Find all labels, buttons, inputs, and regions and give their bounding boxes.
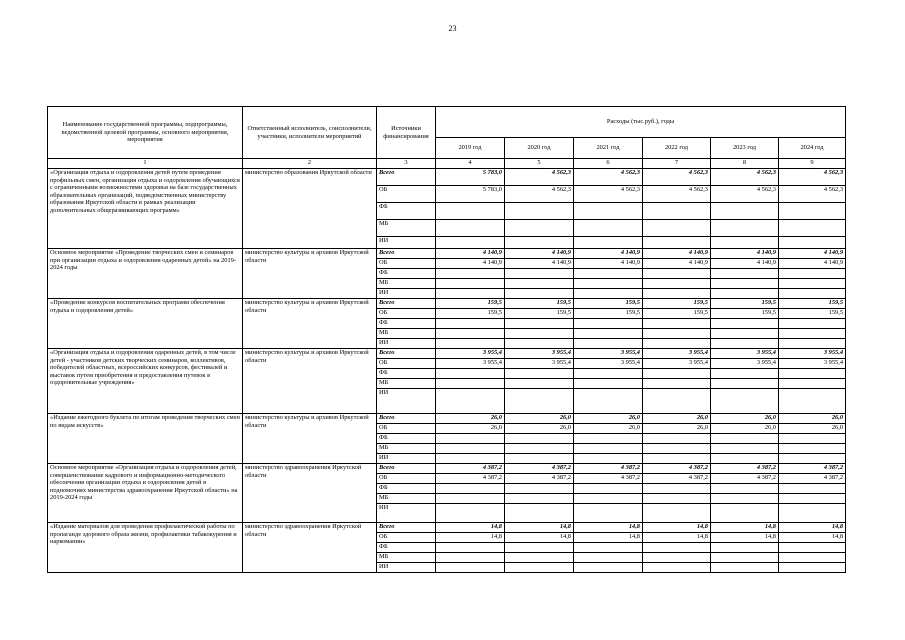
expense-value: 4 140,9 xyxy=(574,249,643,259)
expense-value: 4 562,3 xyxy=(505,169,574,186)
responsible-executor: министерство культуры и архивов Иркутской области xyxy=(243,414,377,464)
expense-value: 14,8 xyxy=(779,533,846,543)
funding-source: ОБ xyxy=(377,259,436,269)
funding-source: ОБ xyxy=(377,309,436,319)
funding-source: ФБ xyxy=(377,319,436,329)
expense-value xyxy=(436,553,505,563)
table-row-total xyxy=(48,464,846,474)
expense-value: 4 387,2 xyxy=(436,464,505,474)
expense-value xyxy=(574,220,643,237)
expense-value: 4 140,9 xyxy=(505,259,574,269)
funding-source: Всего xyxy=(377,414,436,424)
funding-source: ФБ xyxy=(377,369,436,379)
funding-source: Всего xyxy=(377,299,436,309)
expense-value xyxy=(643,494,711,504)
expense-value: 26,0 xyxy=(505,414,574,424)
expense-value xyxy=(711,484,779,494)
funding-source: ИИ xyxy=(377,289,436,299)
expense-value xyxy=(436,504,505,523)
expense-value: 4 140,9 xyxy=(505,249,574,259)
funding-source: ФБ xyxy=(377,543,436,553)
expense-value xyxy=(711,563,779,573)
expense-value xyxy=(643,444,711,454)
expense-value xyxy=(779,329,846,339)
expense-value xyxy=(643,237,711,249)
expense-value: 14,8 xyxy=(779,523,846,533)
expense-value: 159,5 xyxy=(505,299,574,309)
expense-value: 14,8 xyxy=(436,523,505,533)
page-number: 23 xyxy=(448,24,457,33)
expense-value xyxy=(505,379,574,389)
funding-source: ФБ xyxy=(377,203,436,220)
responsible-executor: министерство культуры и архивов Иркутской области xyxy=(243,249,377,299)
expense-value: 26,0 xyxy=(574,414,643,424)
expense-value xyxy=(436,494,505,504)
expense-value xyxy=(711,389,779,414)
expense-value xyxy=(505,434,574,444)
expense-value xyxy=(643,329,711,339)
expense-value xyxy=(505,203,574,220)
expense-value xyxy=(643,454,711,464)
expense-value xyxy=(574,379,643,389)
expense-value: 3 955,4 xyxy=(505,349,574,359)
expense-value xyxy=(779,504,846,523)
expense-value xyxy=(643,389,711,414)
expense-value: 26,0 xyxy=(436,414,505,424)
expense-value xyxy=(779,553,846,563)
expense-value: 159,5 xyxy=(436,309,505,319)
expense-value xyxy=(505,289,574,299)
expense-value xyxy=(643,563,711,573)
expense-value xyxy=(711,339,779,349)
expense-value xyxy=(643,504,711,523)
expense-value xyxy=(505,563,574,573)
expense-value: 4 140,9 xyxy=(711,249,779,259)
expense-value xyxy=(643,379,711,389)
table-row-total xyxy=(48,169,846,186)
expense-value xyxy=(711,319,779,329)
expense-value: 14,8 xyxy=(436,533,505,543)
expense-value xyxy=(711,543,779,553)
expense-value: 4 562,3 xyxy=(711,186,779,203)
expense-value: 3 955,4 xyxy=(574,359,643,369)
funding-source: ОБ xyxy=(377,359,436,369)
expense-value: 26,0 xyxy=(711,414,779,424)
expense-value xyxy=(643,484,711,494)
expense-value: 4 562,3 xyxy=(779,186,846,203)
expense-value xyxy=(505,543,574,553)
expense-value xyxy=(643,339,711,349)
activity-name: Основное мероприятие «Организация отдыха и оздоровления детей, совершенствование кадрового и информационно-методического обеспечения организации отдыха и оздоровления детей в подномочиях министерства здравоохранения Иркутской области» на 2019-2024 годы xyxy=(48,464,243,523)
expense-value: 5 783,0 xyxy=(436,186,505,203)
expense-value: 26,0 xyxy=(436,424,505,434)
expense-value: 14,8 xyxy=(643,533,711,543)
column-number: 6 xyxy=(574,159,643,169)
expense-value: 3 955,4 xyxy=(643,349,711,359)
funding-source: Всего xyxy=(377,169,436,186)
expense-value xyxy=(779,339,846,349)
header-year: 2019 год xyxy=(436,138,505,159)
expense-value: 3 955,4 xyxy=(574,349,643,359)
expense-value xyxy=(505,220,574,237)
expense-value xyxy=(574,369,643,379)
expense-value: 4 387,2 xyxy=(574,464,643,474)
expense-value: 4 140,9 xyxy=(711,259,779,269)
expense-value: 4 562,3 xyxy=(574,169,643,186)
expense-value xyxy=(505,504,574,523)
expense-value xyxy=(574,269,643,279)
expense-value xyxy=(505,279,574,289)
expense-value: 14,8 xyxy=(505,523,574,533)
funding-source: МБ xyxy=(377,379,436,389)
expense-value: 14,8 xyxy=(711,523,779,533)
expense-value xyxy=(574,434,643,444)
expense-value: 14,8 xyxy=(574,533,643,543)
column-number: 8 xyxy=(711,159,779,169)
expense-value xyxy=(711,289,779,299)
expense-value: 4 387,2 xyxy=(505,474,574,484)
funding-source: Всего xyxy=(377,249,436,259)
expense-value xyxy=(643,203,711,220)
activity-name: «Проведение конкурсов воспитательных программ обеспечения отдыха и оздоровления детей» xyxy=(48,299,243,349)
expense-value: 3 955,4 xyxy=(779,349,846,359)
expense-value xyxy=(779,389,846,414)
expense-value xyxy=(779,454,846,464)
expense-value xyxy=(574,454,643,464)
expense-value: 26,0 xyxy=(574,424,643,434)
expense-value xyxy=(436,379,505,389)
expense-value: 159,5 xyxy=(505,309,574,319)
expense-value: 159,5 xyxy=(643,309,711,319)
expense-value: 3 955,4 xyxy=(505,359,574,369)
table-row-total xyxy=(48,523,846,533)
expense-value xyxy=(711,237,779,249)
expense-value: 26,0 xyxy=(779,414,846,424)
table-row-total xyxy=(48,299,846,309)
expense-value xyxy=(779,269,846,279)
expense-value xyxy=(779,319,846,329)
expense-value: 4 387,2 xyxy=(574,474,643,484)
column-number: 5 xyxy=(505,159,574,169)
expense-value xyxy=(436,279,505,289)
expense-value xyxy=(505,369,574,379)
expense-value xyxy=(643,369,711,379)
funding-source: ИИ xyxy=(377,237,436,249)
expense-value xyxy=(574,237,643,249)
expense-value xyxy=(711,220,779,237)
expense-value: 4 562,3 xyxy=(574,186,643,203)
expense-value: 159,5 xyxy=(711,299,779,309)
expense-value xyxy=(574,279,643,289)
expense-value: 4 387,2 xyxy=(711,474,779,484)
expense-value: 4 387,2 xyxy=(643,464,711,474)
funding-source: ИИ xyxy=(377,389,436,414)
expense-value xyxy=(436,329,505,339)
funding-source: МБ xyxy=(377,553,436,563)
expense-value xyxy=(779,563,846,573)
expenditure-table xyxy=(47,106,846,573)
activity-name: «Организация отдыха и оздоровления одаренных детей, в том числе детей - участников детских творческих семинаров, коллективов, победителей областных, всероссийских конкурсов, фестивалей и выставок путем приобретения и предоставления путевок в оздоровительные учреждения» xyxy=(48,349,243,414)
expense-value xyxy=(574,329,643,339)
expense-value: 4 387,2 xyxy=(779,474,846,484)
expense-value xyxy=(574,504,643,523)
expense-value xyxy=(574,563,643,573)
expense-value xyxy=(711,379,779,389)
expense-value xyxy=(779,434,846,444)
funding-source: ИИ xyxy=(377,504,436,523)
funding-source: ИИ xyxy=(377,454,436,464)
funding-source: ФБ xyxy=(377,434,436,444)
expense-value: 4 562,3 xyxy=(779,169,846,186)
expense-value: 4 387,2 xyxy=(711,464,779,474)
expense-value xyxy=(711,369,779,379)
expense-value xyxy=(436,543,505,553)
expense-value: 4 562,3 xyxy=(643,186,711,203)
expense-value xyxy=(711,553,779,563)
expense-value: 26,0 xyxy=(505,424,574,434)
expense-value: 4 387,2 xyxy=(436,474,505,484)
responsible-executor: министерство образования Иркутской области xyxy=(243,169,377,249)
funding-source: МБ xyxy=(377,279,436,289)
header-year: 2024 год xyxy=(779,138,846,159)
expense-value: 4 140,9 xyxy=(574,259,643,269)
column-number: 3 xyxy=(377,159,436,169)
activity-name: «Издание ежегодного буклета по итогам проведения творческих смен по видам искусств» xyxy=(48,414,243,464)
funding-source: ФБ xyxy=(377,269,436,279)
expense-value xyxy=(436,237,505,249)
column-number: 7 xyxy=(643,159,711,169)
expense-value xyxy=(436,563,505,573)
expense-value xyxy=(779,379,846,389)
expense-value: 26,0 xyxy=(779,424,846,434)
expense-value xyxy=(505,454,574,464)
expense-value xyxy=(574,289,643,299)
funding-source: МБ xyxy=(377,444,436,454)
activity-name: «Издание материалов для проведения профилактической работы по пропаганде здорового образа жизни, профилактики табакокурения и наркомании» xyxy=(48,523,243,573)
funding-source: МБ xyxy=(377,329,436,339)
responsible-executor: министерство культуры и архивов Иркутской области xyxy=(243,349,377,414)
expense-value xyxy=(505,484,574,494)
table-row-total xyxy=(48,414,846,424)
expense-value xyxy=(779,543,846,553)
header-name: Наименование государственной программы, подпрограммы, ведомственной целевой программы, основного мероприятия, мероприятия xyxy=(48,107,243,159)
activity-name: «Организация отдыха и оздоровления детей путем проведения профильных смен, организация отдыха и оздоровления обучающихся с ограниченными возможностями здоровья на базе государственных образовательных организаций, подведомственных министерству образования Иркутской области в рамках реализации дополнительных общеразвивающих программ» xyxy=(48,169,243,249)
responsible-executor: министерство здравоохранения Иркутской области xyxy=(243,464,377,523)
expense-value xyxy=(436,484,505,494)
expense-value: 4 562,3 xyxy=(643,169,711,186)
expense-value: 26,0 xyxy=(643,414,711,424)
expense-value xyxy=(436,220,505,237)
expense-value xyxy=(574,553,643,563)
header-year: 2021 год xyxy=(574,138,643,159)
funding-source: Всего xyxy=(377,464,436,474)
expense-value xyxy=(574,444,643,454)
expense-value xyxy=(779,237,846,249)
expense-value: 159,5 xyxy=(574,309,643,319)
expense-value: 14,8 xyxy=(643,523,711,533)
expense-value xyxy=(574,339,643,349)
expense-value: 4 140,9 xyxy=(643,259,711,269)
expense-value: 4 387,2 xyxy=(779,464,846,474)
expense-value xyxy=(436,454,505,464)
expense-value xyxy=(436,319,505,329)
expense-value: 159,5 xyxy=(574,299,643,309)
expense-value: 4 140,9 xyxy=(436,249,505,259)
expense-value: 4 140,9 xyxy=(779,259,846,269)
expense-value xyxy=(505,319,574,329)
expense-value xyxy=(436,203,505,220)
expense-value xyxy=(574,389,643,414)
expense-value: 14,8 xyxy=(505,533,574,543)
expense-value xyxy=(711,434,779,444)
expense-value xyxy=(574,543,643,553)
expense-value xyxy=(436,444,505,454)
column-number: 4 xyxy=(436,159,505,169)
funding-source: ОБ xyxy=(377,533,436,543)
expense-value: 3 955,4 xyxy=(711,359,779,369)
expense-value: 26,0 xyxy=(643,424,711,434)
expense-value xyxy=(505,553,574,563)
expense-value xyxy=(711,279,779,289)
expense-value xyxy=(574,484,643,494)
expense-value xyxy=(779,220,846,237)
expense-value: 159,5 xyxy=(779,299,846,309)
funding-source: ОБ xyxy=(377,424,436,434)
expense-value: 4 387,2 xyxy=(643,474,711,484)
expense-value xyxy=(643,543,711,553)
expense-value xyxy=(574,203,643,220)
expense-value: 159,5 xyxy=(711,309,779,319)
header-executor: Ответственный исполнитель, соисполнители, участники, исполнители мероприятий xyxy=(243,107,377,159)
expense-value: 4 562,3 xyxy=(711,169,779,186)
expense-value xyxy=(711,454,779,464)
table-row-total xyxy=(48,249,846,259)
expense-value xyxy=(505,389,574,414)
expense-value xyxy=(643,279,711,289)
expense-value xyxy=(436,289,505,299)
expense-value xyxy=(574,494,643,504)
expense-value: 159,5 xyxy=(643,299,711,309)
expense-value xyxy=(505,269,574,279)
funding-source: ФБ xyxy=(377,484,436,494)
header-year: 2022 год xyxy=(643,138,711,159)
expense-value xyxy=(711,203,779,220)
expense-value xyxy=(779,289,846,299)
header-source: Источники финансирования xyxy=(377,107,436,159)
activity-name: Основное мероприятие «Проведение творческих смен и семинаров при организации отдыха и оздоровления одаренных детей» на 2019-2024 годы xyxy=(48,249,243,299)
expense-value xyxy=(711,494,779,504)
expense-value xyxy=(711,444,779,454)
expense-value xyxy=(505,237,574,249)
header-expenses: Расходы (тыс.руб.), годы xyxy=(436,107,846,138)
expense-value: 3 955,4 xyxy=(436,349,505,359)
expense-value xyxy=(505,444,574,454)
expense-value xyxy=(643,434,711,444)
header-year: 2023 год xyxy=(711,138,779,159)
table-body xyxy=(48,169,846,573)
funding-source: МБ xyxy=(377,494,436,504)
expense-value: 4 140,9 xyxy=(643,249,711,259)
expense-value xyxy=(436,269,505,279)
header-row xyxy=(48,107,846,138)
column-number: 2 xyxy=(243,159,377,169)
funding-source: Всего xyxy=(377,349,436,359)
expense-value xyxy=(505,329,574,339)
expense-value: 3 955,4 xyxy=(436,359,505,369)
expense-value xyxy=(779,203,846,220)
funding-source: ИИ xyxy=(377,339,436,349)
expense-value xyxy=(779,484,846,494)
expense-value: 4 140,9 xyxy=(779,249,846,259)
expense-value xyxy=(436,339,505,349)
expense-value: 5 783,0 xyxy=(436,169,505,186)
column-number-row xyxy=(48,159,846,169)
expense-value xyxy=(779,444,846,454)
expense-value: 4 562,3 xyxy=(505,186,574,203)
expense-value: 3 955,4 xyxy=(643,359,711,369)
funding-source: ИИ xyxy=(377,563,436,573)
expense-value: 4 387,2 xyxy=(505,464,574,474)
responsible-executor: министерство здравоохранения Иркутской области xyxy=(243,523,377,573)
expense-value xyxy=(779,279,846,289)
expense-value: 26,0 xyxy=(711,424,779,434)
responsible-executor: министерство культуры и архивов Иркутской области xyxy=(243,299,377,349)
expense-value: 3 955,4 xyxy=(711,349,779,359)
expense-value xyxy=(436,389,505,414)
expense-value xyxy=(711,329,779,339)
expense-value xyxy=(643,269,711,279)
expense-value xyxy=(643,289,711,299)
expense-value: 14,8 xyxy=(574,523,643,533)
expense-value xyxy=(505,339,574,349)
expense-value xyxy=(711,269,779,279)
expense-value: 14,8 xyxy=(711,533,779,543)
expense-value xyxy=(643,553,711,563)
expense-value xyxy=(643,319,711,329)
header-year: 2020 год xyxy=(505,138,574,159)
expense-value xyxy=(574,319,643,329)
expense-value xyxy=(779,494,846,504)
expense-value xyxy=(711,504,779,523)
funding-source: ОБ xyxy=(377,474,436,484)
table-row-total xyxy=(48,349,846,359)
expense-value: 159,5 xyxy=(436,299,505,309)
funding-source: МБ xyxy=(377,220,436,237)
funding-source: Всего xyxy=(377,523,436,533)
column-number: 1 xyxy=(48,159,243,169)
funding-source: ОБ xyxy=(377,186,436,203)
expense-value: 4 140,9 xyxy=(436,259,505,269)
expense-value: 3 955,4 xyxy=(779,359,846,369)
expense-value: 159,5 xyxy=(779,309,846,319)
expense-value xyxy=(436,369,505,379)
column-number: 9 xyxy=(779,159,846,169)
expense-value xyxy=(779,369,846,379)
expense-value xyxy=(643,220,711,237)
expense-value xyxy=(505,494,574,504)
expense-value xyxy=(436,434,505,444)
